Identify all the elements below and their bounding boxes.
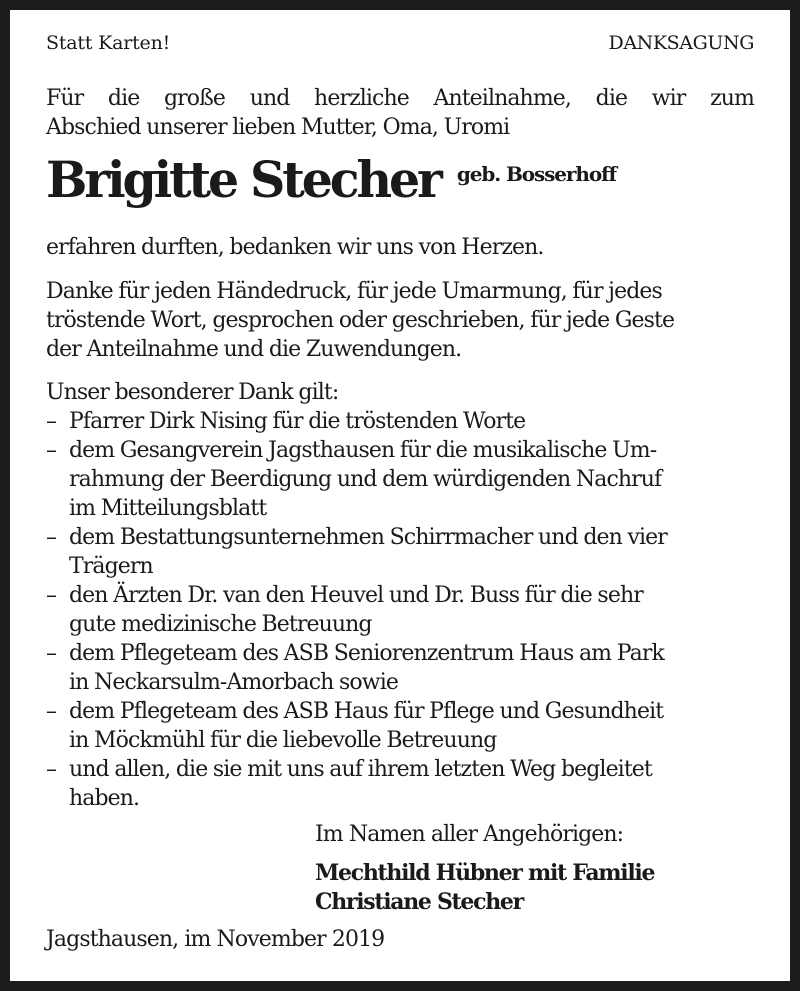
thanks-line: erfahren durften, bedanken wir uns von Herzen.: [46, 235, 544, 260]
list-item-line: dem Pflegeteam des ASB Seniorenzentrum Haus am Park: [69, 641, 664, 666]
list-item: [46, 755, 754, 813]
deceased-name-row: [46, 150, 616, 209]
list-item-line: und allen, die sie mit uns auf ihrem letzten Weg begleitet: [69, 757, 652, 782]
list-item: [46, 407, 754, 436]
signers: [315, 859, 654, 917]
notice-content: [46, 10, 754, 981]
notice-header: [46, 32, 754, 58]
list-item-line: dem Bestattungsunternehmen Schirrmacher und den vier: [69, 525, 667, 550]
deceased-name: Brigitte Stecher: [46, 150, 440, 209]
list-item: [46, 697, 754, 755]
list-item: [46, 436, 754, 523]
list-item-line: Trägern: [69, 554, 153, 579]
intro-line-2: Abschied unserer lieben Mutter, Oma, Uromi: [46, 115, 510, 140]
list-item-line: rahmung der Beerdigung und dem würdigenden Nachruf: [69, 467, 662, 492]
list-item-line: Pfarrer Dirk Nising für die tröstenden Worte: [69, 409, 526, 434]
list-item-line: haben.: [69, 786, 140, 811]
list-item-line: im Mitteilungsblatt: [69, 496, 267, 521]
gratitude-paragraph: [46, 277, 754, 364]
header-statt-karten: Statt Karten!: [46, 32, 171, 54]
signer-name: Christiane Stecher: [315, 889, 523, 915]
special-thanks-heading: Unser besonderer Dank gilt:: [46, 380, 339, 405]
list-item-line: dem Pflegeteam des ASB Haus für Pflege und Gesundheit: [69, 699, 664, 724]
dash-bullet-icon: –: [46, 641, 57, 666]
list-item: [46, 639, 754, 697]
list-item-line: in Möckmühl für die liebevolle Betreuung: [69, 728, 497, 753]
list-item-line: dem Gesangverein Jagsthausen für die musikalische Um-: [69, 438, 657, 463]
signer-name: Mechthild Hübner mit Familie: [315, 860, 655, 886]
intro-text: [46, 84, 754, 142]
dash-bullet-icon: –: [46, 583, 57, 608]
paragraph-line: Danke für jeden Händedruck, für jede Umarmung, für jedes: [46, 279, 662, 304]
list-item-line: den Ärzten Dr. van den Heuvel und Dr. Buss für die sehr: [69, 583, 643, 608]
dash-bullet-icon: –: [46, 699, 57, 724]
intro-line-1: Für die große und herzliche Anteilnahme, die wir zum: [46, 86, 754, 111]
place-and-date: Jagsthausen, im November 2019: [46, 927, 385, 952]
paragraph-line: tröstende Wort, gesprochen oder geschrieben, für jede Geste: [46, 308, 675, 333]
list-item: [46, 581, 754, 639]
dash-bullet-icon: –: [46, 757, 57, 782]
header-danksagung: DANKSAGUNG: [608, 32, 754, 54]
obituary-notice: [10, 10, 790, 981]
list-item-line: in Neckarsulm-Amorbach sowie: [69, 670, 398, 695]
paragraph-line: der Anteilnahme und die Zuwendungen.: [46, 337, 462, 362]
deceased-birth-name: geb. Bosserhoff: [456, 162, 617, 186]
list-item: [46, 523, 754, 581]
dash-bullet-icon: –: [46, 409, 57, 434]
dash-bullet-icon: –: [46, 525, 57, 550]
dash-bullet-icon: –: [46, 438, 57, 463]
special-thanks-list: [46, 407, 754, 813]
signature-intro: Im Namen aller Angehörigen:: [315, 822, 624, 847]
list-item-line: gute medizinische Betreuung: [69, 612, 372, 637]
